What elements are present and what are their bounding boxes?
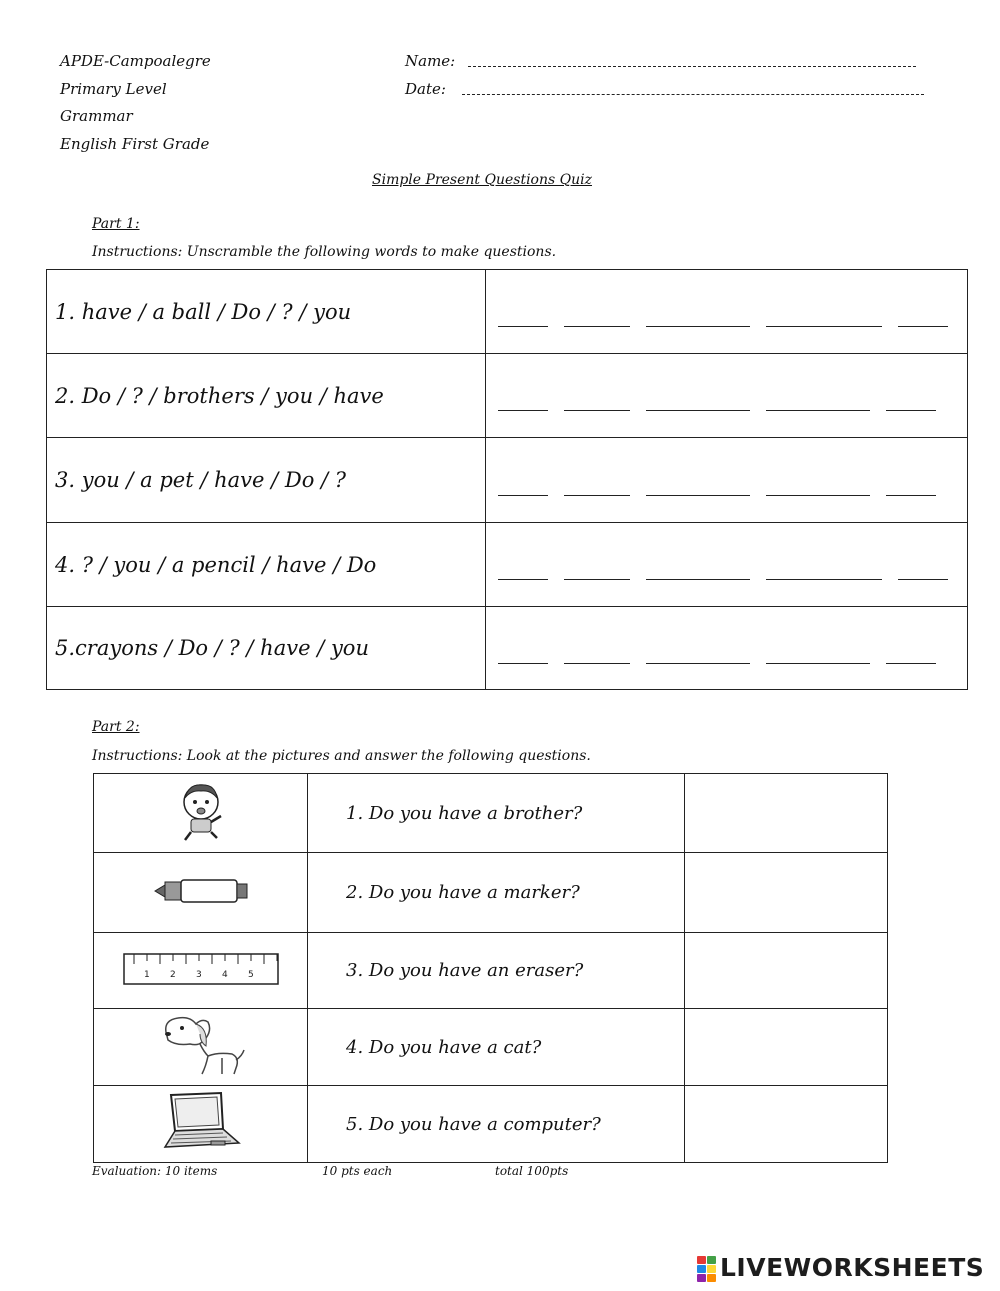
ruler-number: 5: [247, 969, 254, 980]
grade-label: English First Grade: [60, 135, 210, 153]
table-row: [47, 523, 968, 607]
table-row: [94, 1009, 888, 1086]
ruler-icon: [122, 952, 280, 986]
picture-questions-table: [93, 773, 888, 1163]
brand-name: LIVEWORKSHEETS: [720, 1253, 985, 1282]
question-text: 1. Do you have a brother?: [308, 774, 685, 853]
question-text: 5. Do you have a computer?: [308, 1086, 685, 1163]
answer-cell[interactable]: [486, 270, 968, 354]
scrambled-words: 1. have / a ball / Do / ? / you: [47, 270, 486, 354]
answer-cell[interactable]: [685, 1009, 888, 1086]
scrambled-words: 4. ? / you / a pencil / have / Do: [47, 523, 486, 607]
answer-cell[interactable]: [685, 933, 888, 1009]
name-label: Name:: [405, 52, 456, 70]
question-text: 3. Do you have an eraser?: [308, 933, 685, 1009]
dog-icon: [156, 1012, 246, 1078]
evaluation-points: 10 pts each: [322, 1164, 393, 1178]
unscramble-table: [46, 269, 968, 690]
name-field[interactable]: [468, 56, 916, 67]
part1-instructions: Instructions: Unscramble the following words to make questions.: [92, 244, 557, 260]
table-row: [94, 774, 888, 853]
ruler-number: 3: [195, 969, 202, 980]
answer-cell[interactable]: [685, 1086, 888, 1163]
scrambled-words: 2. Do / ? / brothers / you / have: [47, 354, 486, 438]
answer-cell[interactable]: [685, 774, 888, 853]
answer-cell[interactable]: [685, 853, 888, 933]
answer-cell[interactable]: [486, 354, 968, 438]
date-label: Date:: [405, 80, 446, 98]
evaluation-total: total 100pts: [495, 1164, 569, 1178]
answer-cell[interactable]: [486, 438, 968, 523]
ruler-number: 1: [143, 969, 150, 980]
picture-cell: [94, 774, 308, 853]
table-row: [47, 438, 968, 523]
question-text: 4. Do you have a cat?: [308, 1009, 685, 1086]
table-row: [94, 853, 888, 933]
picture-cell: [94, 1009, 308, 1086]
subject-label: Grammar: [60, 107, 133, 125]
scrambled-words: 5.crayons / Do / ? / have / you: [47, 607, 486, 690]
table-row: [47, 270, 968, 354]
level-label: Primary Level: [60, 80, 167, 98]
marker-icon: [151, 874, 251, 908]
table-row: [47, 354, 968, 438]
part2-instructions: Instructions: Look at the pictures and answer the following questions.: [92, 748, 591, 764]
part1-heading: Part 1:: [92, 216, 140, 232]
logo-mark-icon: [697, 1256, 716, 1282]
table-row: [47, 607, 968, 690]
date-field[interactable]: [462, 84, 924, 95]
question-text: 2. Do you have a marker?: [308, 853, 685, 933]
ruler-number: 2: [169, 969, 176, 980]
answer-cell[interactable]: [486, 523, 968, 607]
picture-cell: [94, 933, 308, 1009]
answer-cell[interactable]: [486, 607, 968, 690]
table-row: [94, 1086, 888, 1163]
picture-cell: [94, 1086, 308, 1163]
picture-cell: [94, 853, 308, 933]
ruler-number: 4: [221, 969, 228, 980]
liveworksheets-logo: [697, 1253, 984, 1282]
boy-icon: [171, 780, 231, 842]
evaluation-items: Evaluation: 10 items: [92, 1164, 218, 1178]
school-name: APDE-Campoalegre: [60, 52, 211, 70]
scrambled-words: 3. you / a pet / have / Do / ?: [47, 438, 486, 523]
page-title: Simple Present Questions Quiz: [372, 172, 592, 188]
laptop-icon: [161, 1091, 241, 1153]
part2-heading: Part 2:: [92, 719, 140, 735]
table-row: [94, 933, 888, 1009]
